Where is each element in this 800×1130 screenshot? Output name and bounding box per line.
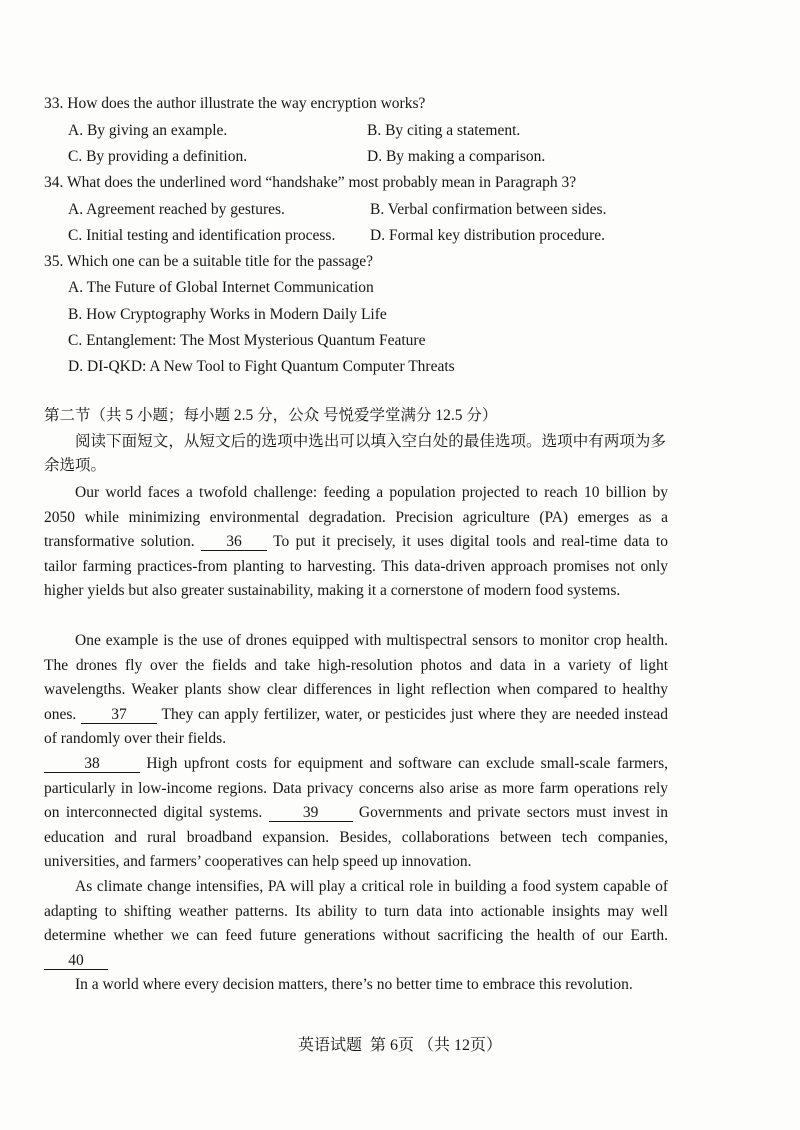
blank-39: 39: [269, 804, 353, 822]
question-35-stem: 35. Which one can be a suitable title for the passage?: [44, 253, 373, 270]
section-heading: 第二节（共 5 小题；每小题 2.5 分，公众 号悦爱学堂满分 12.5 分）: [44, 407, 498, 424]
footer-page-number: 第 6页: [369, 1037, 414, 1054]
blank-36: 36: [201, 533, 267, 551]
passage-text: To put it precisely, it uses digital tools and real-time data to tailor farming practices-from planting to harvesting. This data-driven approach promises not only higher yields but also greater sustainability, making it a cornerstone of modern food systems.: [44, 533, 668, 600]
question-33-option-a: A. By giving an example.: [68, 122, 228, 139]
blank-37: 37: [81, 706, 157, 724]
question-35-option-c: C. Entanglement: The Most Mysterious Quantum Feature: [68, 332, 426, 349]
question-34-option-d: D. Formal key distribution procedure.: [370, 227, 606, 244]
question-33-option-b: B. By citing a statement.: [367, 122, 521, 139]
passage-text: As climate change intensifies, PA will play a critical role in building a food system capable of adapting to shifting weather patterns. Its ability to turn data into actionable insights may well determine whether we can feed future generations without sacrificing the health of our Earth.: [44, 878, 668, 945]
blank-38: 38: [44, 755, 140, 773]
footer-total-pages: （共 12页）: [418, 1037, 503, 1054]
passage-paragraph-1: [44, 481, 668, 604]
question-35-option-b: B. How Cryptography Works in Modern Daily Life: [68, 306, 387, 323]
question-35-option-d: D. DI-QKD: A New Tool to Fight Quantum Computer Threats: [68, 358, 455, 375]
question-33-option-c: C. By providing a definition.: [68, 148, 248, 165]
passage-paragraph-3: [44, 752, 668, 875]
question-33-stem: 33. How does the author illustrate the way encryption works?: [44, 95, 426, 112]
question-34-option-a: A. Agreement reached by gestures.: [68, 201, 285, 218]
passage-paragraph-2: [44, 629, 668, 752]
section-instructions: 阅读下面短文，从短文后的选项中选出可以填入空白处的最佳选项。选项中有两项为多余选项。: [44, 433, 666, 474]
passage-text: Governments and private sectors must invest in education and rural broadband expansion. Besides, collaborations between tech companies, universities, and farmers’ cooperatives can help speed up innovation.: [44, 804, 668, 871]
page-footer: [0, 1032, 800, 1055]
question-34-option-c: C. Initial testing and identification process.: [68, 227, 336, 244]
question-35-option-a: A. The Future of Global Internet Communication: [68, 279, 374, 296]
question-34-option-b: B. Verbal confirmation between sides.: [370, 201, 607, 218]
passage-text: They can apply fertilizer, water, or pesticides just where they are needed instead of randomly over their fields.: [44, 705, 668, 748]
footer-subject: 英语试题: [297, 1037, 362, 1054]
blank-40: 40: [44, 952, 108, 970]
question-34-stem: 34. What does the underlined word “handshake” most probably mean in Paragraph 3?: [44, 174, 577, 191]
passage-paragraph-4: [44, 875, 668, 973]
passage-text: High upfront costs for equipment and software can exclude small-scale farmers, particularly in low-income regions. Data privacy concerns also arise as more farm operations rely on interconnected digital systems.: [44, 755, 669, 822]
passage-text: One example is the use of drones equipped with multispectral sensors to monitor crop health. The drones fly over the fields and take high-resolution photos and data in a variety of light wavelengths. Weaker plants show clear differences in light reflection when compared to healthy ones.: [44, 632, 668, 723]
passage-paragraph-5: In a world where every decision matters, there’s no better time to embrace this revolution.: [75, 976, 633, 993]
passage-text: Our world faces a twofold challenge: feeding a population projected to reach 10 billion by 2050 while minimizing environmental degradation. Precision agriculture (PA) emerges as a transformative solution.: [44, 484, 668, 551]
question-33-option-d: D. By making a comparison.: [367, 148, 546, 165]
